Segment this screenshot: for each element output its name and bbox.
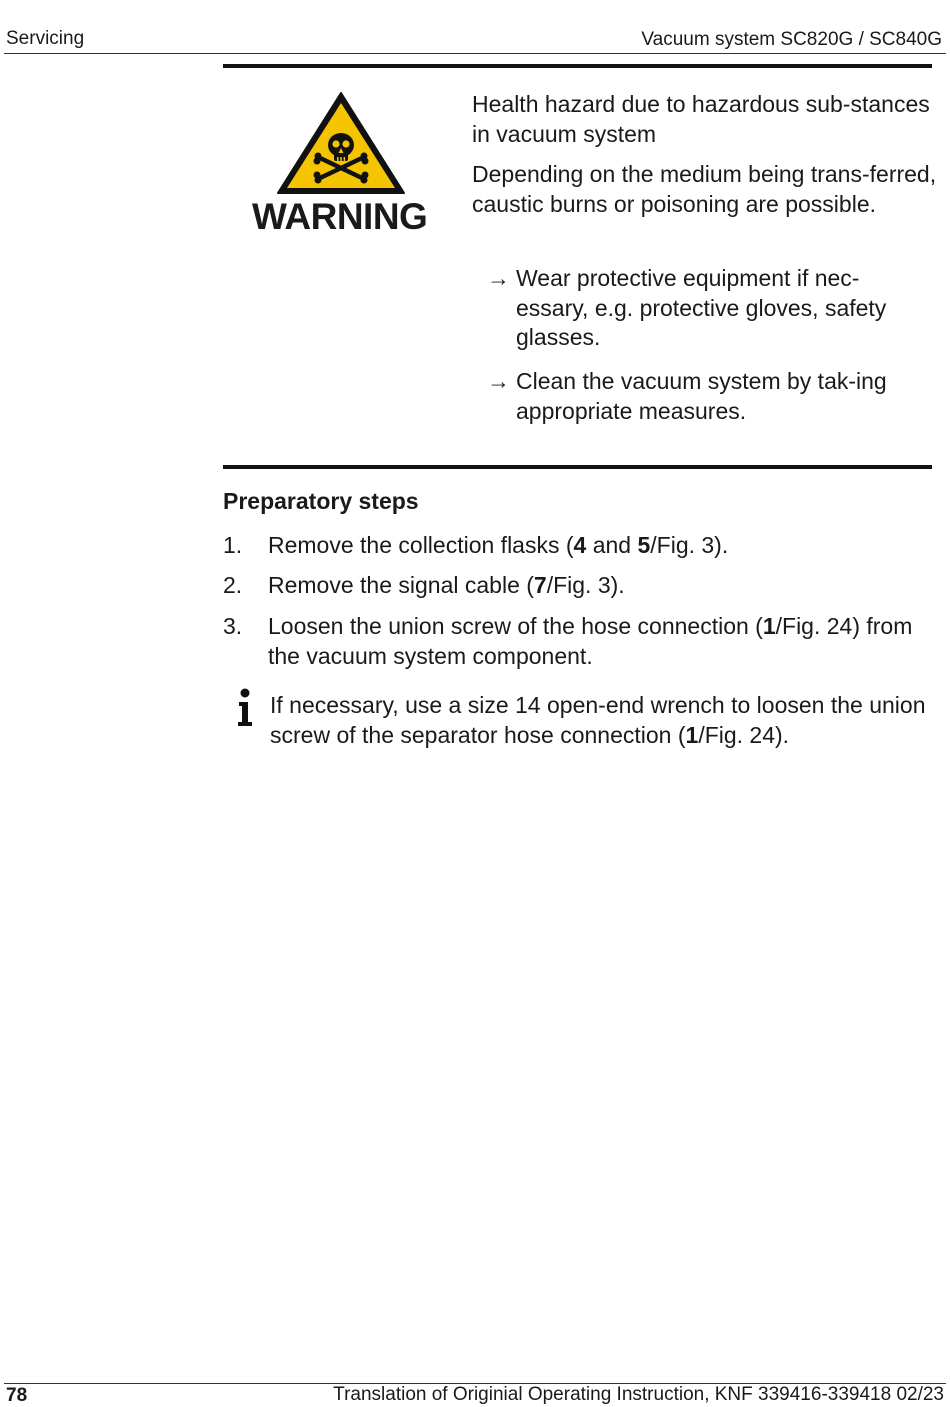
arrow-right-icon: → — [487, 368, 510, 394]
skull-crossbones-warning-icon — [275, 90, 407, 196]
step-number: 3. — [223, 613, 243, 639]
warning-action — [487, 367, 927, 426]
warning-action-text: Wear protective equipment if nec-essary, e.g. protective gloves, safety glasses. — [516, 265, 887, 350]
step-item — [223, 570, 943, 600]
step-text: Remove the signal cable (7/Fig. 3). — [268, 572, 625, 598]
arrow-right-icon: → — [487, 265, 510, 291]
section-title: Preparatory steps — [223, 488, 419, 514]
step-text: Remove the collection flasks (4 and 5/Fig. 3). — [268, 532, 729, 558]
header-divider — [4, 53, 946, 54]
footer-page-number: 78 — [6, 1385, 28, 1406]
step-number: 1. — [223, 532, 243, 558]
step-item — [223, 611, 943, 671]
warning-bottom-rule — [223, 465, 932, 469]
warning-action — [487, 264, 927, 353]
warning-action-text: Clean the vacuum system by tak-ing appropriate measures. — [516, 368, 887, 424]
step-number: 2. — [223, 572, 243, 598]
footer-document: Translation of Originial Operating Instruction, KNF 339416-339418 02/23 — [333, 1384, 944, 1405]
header-product: Vacuum system SC820G / SC840G — [641, 29, 942, 50]
warning-signal-word: WARNING — [252, 196, 428, 237]
warning-title: Health hazard due to hazardous sub-stances in vacuum system — [472, 91, 930, 147]
step-item — [223, 530, 943, 560]
info-icon — [235, 688, 255, 728]
warning-description: Depending on the medium being trans-ferred, caustic burns or poisoning are possible. — [472, 161, 937, 217]
step-text: Loosen the union screw of the hose connection (1/Fig. 24) from the vacuum system component. — [268, 613, 913, 669]
header-section: Servicing — [6, 28, 85, 49]
info-note: If necessary, use a size 14 open-end wrench to loosen the union screw of the separator hose connection (1/Fig. 24). — [270, 692, 926, 748]
warning-top-rule — [223, 64, 932, 68]
